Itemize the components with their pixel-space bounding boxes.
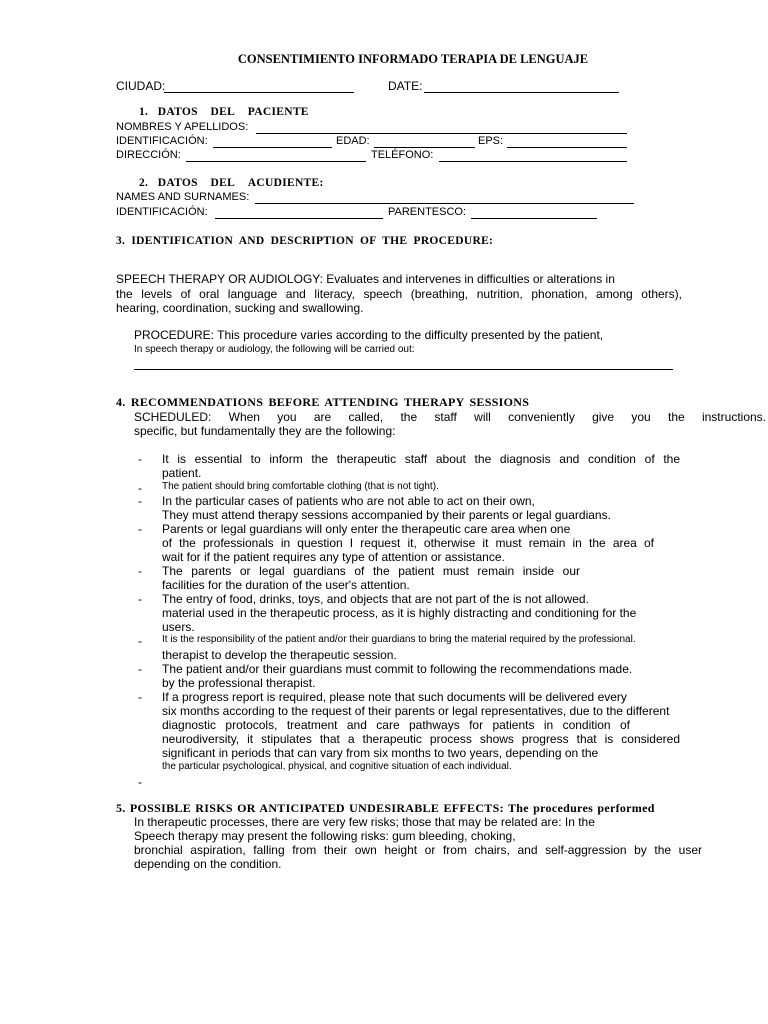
bullet-text: diagnostic protocols, treatment and care pathways for patients in condition of [162,718,630,732]
city-field[interactable] [164,92,354,93]
patient-address-field[interactable] [186,161,366,162]
guardian-names-label: NAMES AND SURNAMES: [116,191,250,203]
guardian-id-field[interactable] [215,218,383,219]
procedure-line1: PROCEDURE: This procedure varies according to the difficulty presented by the patient, [134,328,604,342]
bullet-marker: - [138,690,142,704]
document-title: CONSENTIMIENTO INFORMADO TERAPIA DE LENGUAJE [237,52,589,66]
bullet-marker: - [138,662,142,676]
section5-line: bronchial aspiration, falling from their own height or from chairs, and self-aggression by the user [134,843,702,857]
bullet-text: The entry of food, drinks, toys, and objects that are not part of the is not allowed. [162,592,589,606]
city-label: CIUDAD: [116,79,166,93]
bullet-marker: - [138,775,142,789]
bullet-marker: - [138,564,142,578]
section3-heading: 3. IDENTIFICATION AND DESCRIPTION OF THE PROCEDURE: [116,235,494,247]
bullet-text: therapist to develop the therapeutic session. [162,648,397,662]
bullet-marker: - [138,634,142,648]
section5-line: depending on the condition. [134,857,282,871]
patient-eps-field[interactable] [507,147,627,148]
bullet-text: of the professionals in question I request it, otherwise it must remain in the area of [162,536,654,550]
bullet-text: facilities for the duration of the user's attention. [162,578,410,592]
section1-heading: 1. DATOS DEL PACIENTE [139,106,309,118]
bullet-text: If a progress report is required, please note that such documents will be delivered every [162,690,627,704]
bullet-text: neurodiversity, it stipulates that a therapeutic process shows progress that is considered [162,732,680,746]
section4-intro-line2: specific, but fundamentally they are the following: [134,424,396,438]
bullet-text: six months according to the request of their parents or legal representatives, due to the different [162,704,670,718]
guardian-id-label: IDENTIFICACIÓN: [116,206,208,218]
patient-id-field[interactable] [213,147,332,148]
bullet-marker: - [138,452,142,466]
section5-heading: 5. POSSIBLE RISKS OR ANTICIPATED UNDESIRABLE EFFECTS: The procedures performed [116,801,655,815]
guardian-relation-label: PARENTESCO: [388,206,467,218]
patient-names-label: NOMBRES Y APELLIDOS: [116,121,249,133]
bullet-text: the particular psychological, physical, and cognitive situation of each individual. [162,761,512,772]
date-field[interactable] [424,92,619,93]
bullet-text: The patient and/or their guardians must commit to following the recommendations made. [162,662,633,676]
guardian-names-field[interactable] [255,203,634,204]
bullet-text: wait for if the patient requires any type of attention or assistance. [162,550,505,564]
patient-age-field[interactable] [374,147,475,148]
date-label: DATE: [388,79,423,93]
bullet-marker: - [138,522,142,536]
section4-heading: 4. RECOMMENDATIONS BEFORE ATTENDING THERAPY SESSIONS [116,395,530,409]
patient-age-label: EDAD: [336,135,370,147]
section3-paragraph: SPEECH THERAPY OR AUDIOLOGY: Evaluates and intervenes in difficulties or alterations in the levels of oral language and literacy, speech (breathing, nutrition, phonation, among others), hearing, coordination, sucking and swallowing. [116,272,682,315]
patient-phone-label: TELÉFONO: [371,149,434,161]
section2-heading: 2. DATOS DEL ACUDIENTE: [139,177,324,189]
section5-line: In therapeutic processes, there are very few risks; those that may be related are: In the [134,815,595,829]
bullet-text: by the professional therapist. [162,676,316,690]
patient-names-field[interactable] [256,133,627,134]
bullet-marker: - [138,592,142,606]
bullet-text: material used in the therapeutic process, as it is highly distracting and conditioning for the [162,606,637,620]
bullet-text: significant in periods that can vary from six months to two years, depending on the [162,746,599,760]
bullet-text: Parents or legal guardians will only enter the therapeutic care area when one [162,522,571,536]
bullet-text: In the particular cases of patients who are not able to act on their own, [162,494,535,508]
bullet-marker: - [138,494,142,508]
patient-phone-field[interactable] [439,161,627,162]
bullet-text: The patient should bring comfortable clothing (that is not tight). [162,481,439,492]
bullet-text: They must attend therapy sessions accompanied by their parents or legal guardians. [162,508,611,522]
procedure-field[interactable] [134,369,673,370]
patient-id-label: IDENTIFICACIÓN: [116,135,208,147]
bullet-text: users. [162,620,195,634]
patient-eps-label: EPS: [478,135,504,147]
patient-address-label: DIRECCIÓN: [116,149,181,161]
procedure-line2: In speech therapy or audiology, the following will be carried out: [134,344,415,355]
bullet-text: It is the responsibility of the patient and/or their guardians to bring the material required by the professional. [162,634,636,645]
guardian-relation-field[interactable] [471,218,597,219]
section5-line: Speech therapy may present the following risks: gum bleeding, choking, [134,829,516,843]
bullet-text: patient. [162,466,202,480]
bullet-text: The parents or legal guardians of the patient must remain inside our [162,564,580,578]
bullet-text: It is essential to inform the therapeutic staff about the diagnosis and condition of the [162,452,680,466]
bullet-marker: - [138,481,142,495]
section4-intro-line1: SCHEDULED: When you are called, the staff will conveniently give you the instructions. [134,410,766,424]
